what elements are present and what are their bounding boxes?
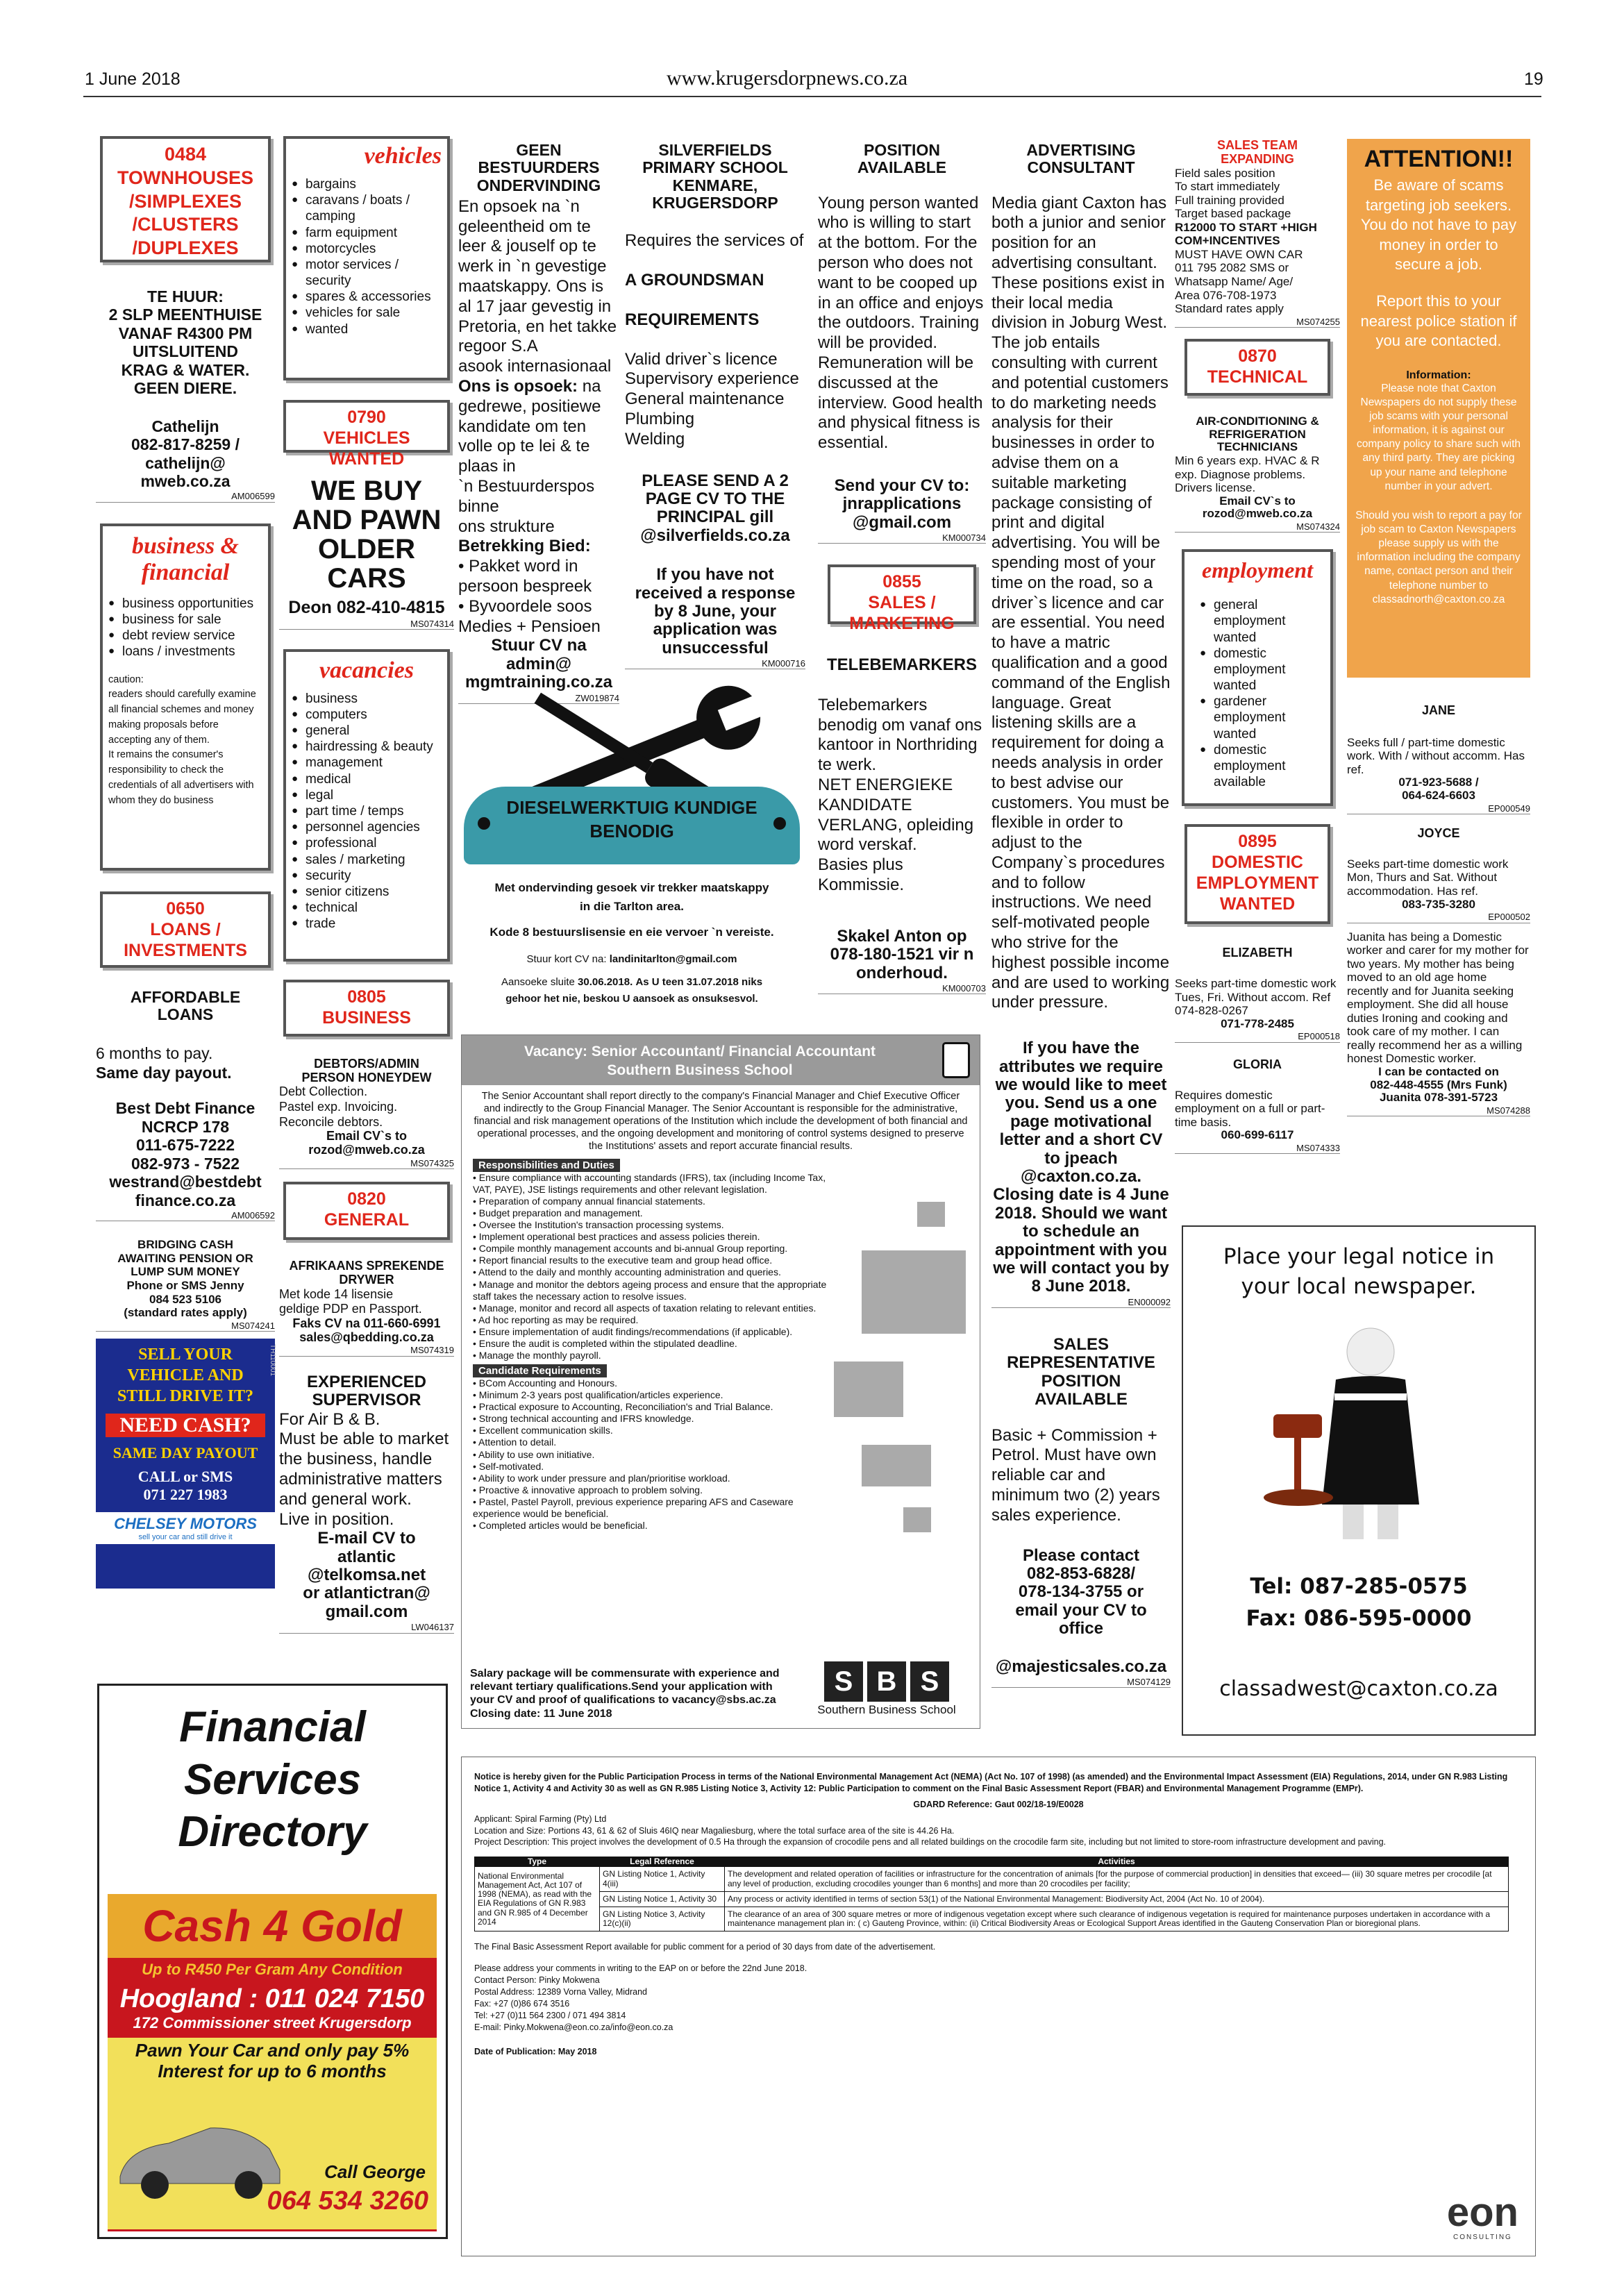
employment-title: employment [1202,558,1313,583]
table-cell: The development and related operation of facilities or infrastructure for the concentration of animals [for the purpose of commercial production] in densities that exceed— (iii) 30 square metres per crocodile [at any level of production, excluding crocodiles younger than 6 months] and more than 20 crocodiles per facility; [725,1867,1509,1891]
general-category [283,1182,450,1240]
debtors-body: Debt Collection. Pastel exp. Invoicing. Reconcile debtors. [279,1084,398,1129]
general-label: 0820 GENERAL [324,1189,410,1230]
list-item[interactable]: ● legal [292,787,442,803]
business-list [108,596,262,660]
list-item: • Manage the monthly payroll. [473,1350,601,1361]
table-header: Activities [725,1857,1509,1867]
elizabeth-title: ELIZABETH [1222,946,1293,960]
ad-ref: EP000549 [1347,804,1530,814]
list-item: • Proactive & innovative approach to problem solving. [473,1484,703,1495]
sbs-logo-sub: Southern Business School [817,1703,956,1716]
legal-email[interactable]: classadwest@caxton.co.za [1219,1677,1498,1701]
financial-directory [97,1684,448,2239]
sales-rep-body: Basic + Commission + Petrol. Must have own reliable car and minimum two (2) years sales experience. [991,1425,1160,1525]
list-item: • BCom Accounting and Honours. [473,1377,618,1389]
domestic-category [1184,824,1330,924]
debtors-email[interactable]: Email CV`s to rozod@mweb.co.za [308,1129,425,1157]
bolt-icon [478,817,490,830]
list-item[interactable]: ● debt review service [108,628,262,644]
attention-text-1: Be aware of scams targeting job seekers. You do not have to pay money in order to secure a job. [1360,176,1517,274]
cash4gold-ad[interactable] [108,1894,437,2231]
legal-tel[interactable]: Tel: 087-285-0575 [1250,1574,1468,1599]
table-cell: GN Listing Notice 1, Activity 30 [600,1891,725,1907]
silverfields-ifnot: If you have not received a response by 8 June, your application was unsuccessful [635,565,796,657]
list-item[interactable]: ● spares & accessories [292,289,442,305]
ad-ref: KM000703 [818,984,986,994]
column-6 [991,142,1171,1745]
chelsey-ref: TH110001 [269,1343,276,1376]
decorative-squares [834,1202,966,1563]
notice-final: The Final Basic Assessment Report available for public comment for a period of 30 days from date of the advertisement. [474,1942,936,1952]
ons-soek-label: Ons is opsoek: [458,377,578,396]
sales-rep-contact[interactable]: Please contact 082-853-6828/ 078-134-3755 or email your CV to office [1015,1545,1147,1639]
ad-ref: MS074314 [279,619,454,630]
afrikaans-contact[interactable]: Faks CV na 011-660-6991 sales@qbedding.co.za [292,1316,441,1344]
column-7 [1175,139,1340,1236]
notice-pubdate: Date of Publication: May 2018 [474,2046,597,2056]
vehicles-list [292,176,442,337]
bridging-cash-ad: BRIDGING CASH AWAITING PENSION OR LUMP SUM MONEY Phone or SMS Jenny 084 523 5106 (standard rates apply) [117,1238,253,1320]
eia-notice [461,1757,1536,2256]
geen-title: GEEN BESTUURDERS ONDERVINDING [476,141,601,194]
list-item: • Excellent communication skills. [473,1425,613,1436]
vehicles-wanted-category [283,400,450,469]
groundsman-text: A GROUNDSMAN [625,270,764,290]
sales-marketing-label: 0855 SALES / MARKETING [849,572,955,634]
sbs-salary[interactable]: Salary package will be commensurate with experience and relevant tertiary qualifications.Send your application with your CV and proof of qualifications to vacancy@sbs.ac.za Closing date: 11 June 2018 [470,1668,780,1720]
cash4gold-call: Call George [324,2161,426,2182]
diesel-ad [458,691,805,1021]
jane-body: Seeks full / part-time domestic work. With / without accomm. Has ref. [1347,735,1525,776]
ad-ref: MS074325 [279,1159,454,1169]
ad-ref: EP000502 [1347,912,1530,923]
chelsey-logo: CHELSEY MOTORS [114,1514,257,1532]
list-item[interactable]: ● part time / temps [292,803,442,819]
column-1 [96,136,276,1541]
list-item: • Ensure compliance with accounting standards (IFRS), tax (including Income Tax, VAT, PAYE), JSE listings requirements and other relevant legislation. [473,1171,826,1195]
diesel-banner [464,787,800,864]
loans-label: 0650 LOANS / INVESTMENTS [124,898,247,960]
list-item: • Budget preparation and management. [473,1207,643,1219]
table-cell: National Environmental Management Act, Act 107 of 1998 (NEMA), as read with the EIA Regulations of GN R.983 and GN R.985 of 4 December 2014 [475,1867,600,1932]
geen-body: En opsoek na `n geleentheid om te leer & jouself op te werk in `n gevestige maatskappy. Ons is al 17 jaar gevestig in Pretoria, en het takke regoor S.A asook internasionaal [458,196,617,376]
business-financial-title: business & financial [132,533,239,585]
debtors-title: DEBTORS/ADMIN PERSON HONEYDEW [301,1056,432,1084]
supervisor-email[interactable]: E-mail CV to atlantic @telkomsa.net or atlantictran@ gmail.com [303,1529,430,1621]
ad-ref: MS074288 [1347,1106,1530,1116]
list-item: • Ad hoc reporting as may be required. [473,1314,639,1325]
diesel-closing [458,974,805,1007]
requires-text: Requires the services of [625,231,804,251]
list-item: • Report financial results to the executive team and group head office. [473,1255,773,1266]
business-category [283,980,450,1037]
vacancies-title: vacancies [319,657,414,683]
cash4gold-title: Cash 4 Gold [108,1894,437,1958]
jane-phone[interactable]: 071-923-5688 / 064-624-6603 [1398,776,1479,803]
directory-title: Financial Services Directory [178,1703,367,1857]
domestic-label: 0895 DOMESTIC EMPLOYMENT WANTED [1196,832,1319,914]
sbs-vacancy-ad [461,1034,980,1729]
chelsey-payout: SAME DAY PAYOUT [112,1443,258,1461]
loans-category [100,891,271,968]
ad-ref: AM006592 [96,1211,275,1221]
list-item[interactable]: ● general employment wanted [1200,597,1322,646]
diesel-email[interactable]: landinitarlton@gmail.com [609,953,737,965]
requirements-body: Valid driver`s licence Supervisory experience General maintenance Plumbing Welding [625,349,799,449]
silverfields-title: SILVERFIELDS PRIMARY SCHOOL KENMARE, KRUGERSDORP [642,141,788,212]
list-item[interactable]: ● business opportunities [108,596,262,612]
table-header: Legal Reference [600,1857,725,1867]
list-item[interactable]: ● loans / investments [108,644,262,660]
column-2 [279,136,454,1664]
list-item: • Preparation of company annual financial statements. [473,1196,705,1207]
list-item[interactable]: ● gardener employment wanted [1200,694,1322,742]
list-item[interactable]: ● wanted [292,321,442,337]
technical-category [1184,339,1330,396]
list-item: • Ability to work under pressure and plan/prioritise workload. [473,1472,730,1484]
list-item: • Minimum 2-3 years post qualification/articles experience. [473,1389,723,1401]
judge-figure-icon [1253,1324,1461,1546]
notice-intro: Notice is hereby given for the Public Participation Process in terms of the National Environmental Management Act (NEMA) (Act No. 107 of 1998) (as amended) and the Environmental Impact Assessment (EIA) Regulations, 2014, under GN R.983 Listing Notice 1, Activity 4 and Activity 30 as well as GN R.985 Listing Notice 3, Activity 12: Public Participation to comment on the Final Basic Assessment Report (FBAR) and Environmental Management Programme (EMPr). [474,1772,1508,1793]
sales-team-body: Field sales position To start immediately Full training provided Target based package [1175,166,1291,221]
list-item[interactable]: ● motorcycles [292,241,442,257]
page-number: 19 [1524,69,1543,89]
elizabeth-phone[interactable]: 071-778-2485 [1221,1016,1294,1030]
ad-ref: EP000518 [1175,1032,1340,1042]
supervisor-body: For Air B & B. Must be able to market the business, handle administrative matters and general work. Live in position. [279,1409,449,1529]
list-item[interactable]: ● computers [292,707,442,723]
list-item[interactable]: ● security [292,868,442,884]
aircon-email[interactable]: Email CV`s to rozod@mweb.co.za [1202,494,1313,521]
vacancies-box [283,649,450,962]
townhouses-category [100,136,271,262]
list-item[interactable]: ● motor services / security [292,257,442,289]
notice-applicant: Applicant: Spiral Farming (Pty) Ltd [474,1813,607,1824]
diesel-send-label: Stuur kort CV na: [526,953,607,965]
notice-location: Location and Size: Portions 43, 61 & 62 of Sluis 46IQ near Magaliesburg, where the total surface area of the site is 44.26 Ha. [474,1825,955,1836]
technical-label: 0870 TECHNICAL [1207,346,1308,387]
list-item[interactable]: ● professional [292,835,442,851]
list-item[interactable]: ● personnel agencies [292,819,442,835]
diesel-closing-label: Aansoeke sluite [501,976,575,988]
diesel-send [458,953,805,965]
anton-contact[interactable]: Skakel Anton op 078-180-1521 vir n onderhoud. [830,926,974,982]
vehicles-box [283,136,450,380]
te-huur-ad: TE HUUR: 2 SLP MEENTHUISE VANAF R4300 PM UITSLUITEND KRAG & WATER. GEEN DIERE. [108,287,262,398]
sbs-resp-title: Responsibilities and Duties [473,1159,620,1172]
list-item[interactable]: ● technical [292,900,442,916]
chelsey-phone: CALL or SMS 071 227 1983 [137,1467,233,1503]
position-send[interactable]: Send your CV to: jnrapplications @gmail.com [834,476,970,532]
ad-ref: MS074255 [1175,317,1340,328]
list-item: • Attend to the daily and monthly accounting administration and queries. [473,1266,781,1278]
info-text-1: Please note that Caxton Newspapers do not supply these job scams with your personal information, it is against our company policy to share such with any third party. They are picking up your name and telephone number in your advert. [1356,382,1521,492]
gloria-phone[interactable]: 060-699-6117 [1221,1128,1294,1142]
list-item[interactable]: ● business [292,691,442,707]
joyce-title: JOYCE [1417,826,1460,841]
joyce-phone[interactable]: 083-735-3280 [1402,897,1475,911]
table-header: Type [475,1857,600,1867]
column-3 [458,141,619,703]
notice-gdard: GDARD Reference: Gaut 002/18-19/E0028 [913,1799,1084,1809]
jane-title: JANE [1421,703,1455,717]
list-item[interactable]: ● vehicles for sale [292,305,442,321]
eon-logo-sub: CONSULTING [1453,2233,1512,2241]
bied-text: • Pakket word in persoon bespreek • Byvoordele soos Medies + Pensioen [458,557,601,636]
caution-text: caution: readers should carefully examine all financial schemes and money making proposals before accepting any of them. It remains the consumer's responsibility to check the credentials of all advertisers with whom they do business [108,673,256,806]
aircon-title: AIR-CONDITIONING & REFRIGERATION TECHNICIANS [1196,414,1319,454]
cash4gold-hoogland: Hoogland : 011 024 7150 [119,1984,425,2013]
list-item: • Strong technical accounting and IFRS knowledge. [473,1413,694,1425]
attention-title: ATTENTION!! [1364,146,1514,172]
diesel-closing-date: 30.06.2018. [578,976,633,988]
column-8 [1347,139,1530,1236]
chelsey-headline: SELL YOUR VEHICLE AND STILL DRIVE IT? [117,1345,254,1405]
sales-marketing-category [828,564,976,634]
townhouses-label: 0484 TOWNHOUSES /SIMPLEXES /CLUSTERS /DUPLEXES [117,144,253,258]
cathelijn-contact[interactable]: Cathelijn 082-817-8259 / cathelijn@ mweb.co.za [131,417,240,490]
info-text-2[interactable]: Should you wish to report a pay for job scam to Caxton Newspapers please supply us with the information including the company name, contact person and their telephone number to classadnorth@caxton.co.za [1355,509,1522,605]
ad-ref: MS074319 [279,1346,454,1356]
column-4 [625,142,805,690]
cash4gold-address: 172 Commissioner street Krugersdorp [133,2014,412,2031]
attention-box [1347,139,1530,678]
ad-ref: MS074241 [96,1321,275,1332]
list-item: • Ability to use own initiative. [473,1448,595,1460]
ad-ref: LW046137 [279,1623,454,1633]
info-title: Information: [1406,369,1471,381]
joyce-body: Seeks part-time domestic work Mon, Thurs and Sat. Without accommodation. Has ref. [1347,857,1509,898]
vacancies-list [292,691,442,932]
list-item[interactable]: ● farm equipment [292,225,442,241]
table-cell: The clearance of an area of 300 square metres or more of indigenous vegetation except where such clearance of indigenous vegetation is required for maintenance purposes undertaken in accordance with a maintenance management plan in: ( c) Gauteng Province, within: (ii) Critical Biodiversity Areas or Ecological Support Areas identified in the Gauteng Conservation Plan or bioregional plans. [725,1907,1509,1932]
majestic-email[interactable]: @majesticsales.co.za [995,1657,1167,1676]
we-buy-cars: WE BUY AND PAWN OLDER CARS [292,476,442,594]
ons-soek-text: na gedrewe, positiewe kandidate om ten volle op te lei & te plaas in `n Bestuurderspos binne ons strukture [458,377,601,536]
column-5 [818,142,986,1016]
aircon-body: Min 6 years exp. HVAC & R exp. Diagnose problems. Drivers license. [1175,453,1320,495]
list-item[interactable]: ● senior citizens [292,884,442,900]
chelsey-motors-ad[interactable] [96,1339,275,1589]
cash4gold-phone: 064 534 3260 [267,2186,428,2215]
sbs-intro: The Senior Accountant shall report directly to the company's Financial Manager and Chief Executive Officer and indirectly to the Group Financial Manager. The Senior Accountant is responsible for the administrative, financial and risk management operations of the Institution which include the development of both financial and operational processes, and the ongoing development and monitoring of control systems designed to preserve the Institutions' assets and report accurate financial results. [474,1091,968,1152]
gloria-body: Requires domestic employment on a full or part-time basis. [1175,1088,1325,1129]
afrikaans-body: Met kode 14 lisensie geldige PDP en Passport. [279,1287,422,1316]
notice-project: Project Description: This project involves the development of 0.5 Ha through the expansion of crocodile pens and all related buildings on the crocodile farm site, including but not limited to store-room infrastructure development and paving. [474,1837,1387,1847]
ad-ref: EN000092 [991,1298,1171,1308]
ad-ref: KM000716 [625,659,805,669]
months-text: 6 months to pay. [96,1044,213,1063]
business-label: 0805 BUSINESS [322,987,411,1028]
calculator-icon [942,1042,970,1078]
list-item: • Compile monthly management accounts and bi-annual Group reporting. [473,1243,788,1255]
list-item[interactable]: ● domestic employment wanted [1200,646,1322,694]
sales-rep-title: SALES REPRESENTATIVE POSITION AVAILABLE [1007,1335,1155,1409]
vehicles-wanted-label: 0790 VEHICLES WANTED [323,408,410,469]
legal-fax[interactable]: Fax: 086-595-0000 [1246,1606,1472,1631]
list-item: • Manage and monitor the debtors ageing process and ensure that the appropriate staff takes the necessary action to resolve issues. [473,1278,827,1302]
activities-table [474,1857,1509,1932]
ad-ref: MS074129 [991,1677,1171,1688]
chelsey-need-cash: NEED CASH? [106,1414,265,1437]
geen-email[interactable]: Stuur CV na admin@ mgmtraining.co.za [464,636,613,692]
list-item: • Manage, monitor and record all aspects of taxation relating to relevant entities. [473,1302,817,1314]
table-cell: GN Listing Notice 3, Activity 12(c)(ii) [600,1907,725,1932]
diesel-closing-note: As U teen 31.07.2018 niks gehoor het nie, beskou U aansoek as onsuksesvol. [505,976,763,1005]
eon-logo-text: eon [1446,2189,1518,2235]
ad-ref: MS074333 [1175,1143,1340,1154]
juanita-contact[interactable]: I can be contacted on 082-448-4555 (Mrs Funk) Juanita 078-391-5723 [1370,1065,1507,1105]
silverfields-send[interactable]: PLEASE SEND A 2 PAGE CV TO THE PRINCIPAL gill @silverfields.co.za [640,471,790,545]
employment-box [1182,549,1333,806]
list-item: • Ensure implementation of audit findings/recommendations (if applicable). [473,1325,793,1337]
header-rule [83,96,1541,97]
ad-ref: AM006599 [96,492,275,502]
vehicles-title: vehicles [364,143,442,169]
list-item[interactable]: ● medical [292,771,442,787]
legal-notice-ad [1182,1225,1536,1736]
table-cell: Any process or activity identified in terms of section 53(1) of the National Environmental Management: Biodiversity Act, 2004 (Act No. 10 of 2004). [725,1891,1509,1907]
sbs-header: Vacancy: Senior Accountant/ Financial Accountant Southern Business School [524,1044,876,1079]
list-item[interactable]: ● business for sale [108,612,262,628]
cash4gold-upto: Up to R450 Per Gram Any Condition [142,1961,403,1978]
sales-team-package: R12000 TO START +HIGH COM+INCENTIVES [1175,220,1317,248]
advertising-title: ADVERTISING CONSULTANT [1026,141,1136,177]
chelsey-tagline: sell your car and still drive it [138,1532,233,1541]
afrikaans-title: AFRIKAANS SPREKENDE DRYWER [289,1259,444,1287]
car-icon [113,2107,287,2204]
telebemarkers-body: Telebemarkers benodig om vanaf ons kantoor in Northriding te werk. NET ENERGIEKE KANDIDATE VERLANG, opleiding word verskaf. Basies plus Kommissie. [818,695,982,894]
attention-text-2: Report this to your nearest police station if you are contacted. [1360,292,1517,350]
advertising-apply[interactable]: If you have the attributes we require we would like to meet you. Send us a one page motivational letter and a short CV to jpeach @caxton.co.za. Closing date is 4 June 2018. Should we want to schedule an appointment with you we will contact you by 8 June 2018. [993,1039,1169,1296]
list-item: • Oversee the Institution's transaction processing systems. [473,1219,724,1231]
list-item[interactable]: ● sales / marketing [292,852,442,868]
list-item[interactable]: ● general [292,723,442,739]
notice-address[interactable]: Please address your comments in writing to the EAP on or before the 22nd June 2018. Contact Person: Pinky Mokwena Postal Address: 12389 Vorna Valley, Midrand Fax: +27 (0)86 674 3516 Tel: +27 (0)11 564 2300 / 071 494 3814 E-mail: Pinky.Mokwena@eon.co.za/info@eon.co.za [474,1963,807,2032]
table-cell: GN Listing Notice 1, Activity 4(iii) [600,1867,725,1891]
supervisor-title: EXPERIENCED SUPERVISOR [306,1372,427,1410]
cash4gold-pawn: Pawn Your Car and only pay 5% Interest for up to 6 months [135,2040,410,2081]
juanita-body: Juanita has being a Domestic worker and carer for my mother for two years. My mother has being moved to an old age home recently and for Juanita seeking employment. She did all house duties Ironing and cooking and took care of my mother. I can really recommend her as a willing honest Domestic worker. [1347,930,1529,1066]
list-item[interactable]: ● bargains [292,176,442,192]
sbs-logo: S B S Southern Business School [803,1661,970,1717]
ad-ref: KM000734 [818,533,986,544]
diesel-line-2: Kode 8 bestuurslisensie en eie vervoer `n vereiste. [489,925,774,939]
betrekking-label: Betrekking Bied: [458,537,591,556]
list-item[interactable]: ● trade [292,916,442,932]
sales-team-contact[interactable]: MUST HAVE OWN CAR 011 795 2082 SMS or Whatsapp Name/ Age/ Area 076-708-1973 Standard rates apply [1175,247,1303,316]
ad-ref: MS074324 [1175,522,1340,533]
ad-ref: ZW019874 [458,694,619,704]
eon-logo [1446,2189,1518,2243]
position-body: Young person wanted who is willing to start at the bottom. For the person who does not want to be cooped up in an office and enjoys the outdoors. Training will be provided. Remuneration will be discussed at the interview. Good health and physical fitness is essential. [818,193,984,453]
list-item[interactable]: ● management [292,755,442,771]
list-item[interactable]: ● hairdressing & beauty [292,739,442,755]
diesel-title: DIESELWERKTUIG KUNDIGE BENODIG [506,797,757,841]
list-item: • Completed articles would be beneficial. [473,1520,648,1532]
list-item: • Pastel, Pastel Payroll, previous experience preparing AFS and Caseware experience would be beneficial. [473,1495,794,1519]
sales-team-title: SALES TEAM EXPANDING [1216,138,1298,166]
list-item: • Ensure the audit is completed within the stipulated deadline. [473,1337,737,1349]
advertising-body: Media giant Caxton has both a junior and senior position for an advertising consultant. These positions exist in their local media division in Joburg West. The job entails consulting with current and potential customers to do marketing needs analysis for their businesses in order to advise them on a suitable marketing package consisting of print and digital advertising. You will be spending most of your time on the road, so a driver`s licence and car are essential. You need to have a matric qualification and a good command of the English language. Great listening skills are a requirement for doing a needs analysis in order to best advise our customers. You must be flexible in order to adjust to the Company`s procedures and to follow instructions. We need self-motivated people who strive for the highest possible income and are used to working under pressure. [991,193,1171,1012]
list-item[interactable]: ● caravans / boats / camping [292,192,442,224]
list-item: • Practical exposure to Accounting, Reconciliation's and Trial Balance. [473,1401,773,1413]
list-item: • Attention to detail. [473,1436,557,1448]
page-date: 1 June 2018 [85,69,181,89]
legal-title: Place your legal notice in your local newspaper. [1223,1244,1495,1300]
position-title: POSITION AVAILABLE [857,141,947,177]
list-item: • Implement operational best practices and assess policies therein. [473,1231,760,1243]
business-financial-box [100,523,271,871]
affordable-loans-title: AFFORDABLE LOANS [130,987,241,1023]
list-item[interactable]: ● domestic employment available [1200,742,1322,791]
sameday-text: Same day payout. [96,1063,232,1082]
site-url[interactable]: www.krugersdorpnews.co.za [667,67,908,90]
diesel-line-1: Met ondervinding gesoek vir trekker maatskappy in die Tarlton area. [494,881,769,914]
list-item: • Self-motivated. [473,1460,544,1472]
deon-phone[interactable]: Deon 082-410-4815 [288,598,445,617]
elizabeth-body: Seeks part-time domestic work Tues, Fri. Without accom. Ref 074-828-0267 [1175,977,1337,1018]
sbs-cand-title: Candidate Requirements [473,1364,607,1377]
employment-list [1193,597,1322,790]
best-debt-contact[interactable]: Best Debt Finance NCRCP 178 011-675-7222 082-973 - 7522 westrand@bestdebt finance.co.za [109,1099,262,1209]
bolt-icon [773,817,786,830]
telebemarkers-title: TELEBEMARKERS [826,655,977,675]
requirements-label: REQUIREMENTS [625,310,760,329]
gloria-title: GLORIA [1233,1057,1282,1071]
